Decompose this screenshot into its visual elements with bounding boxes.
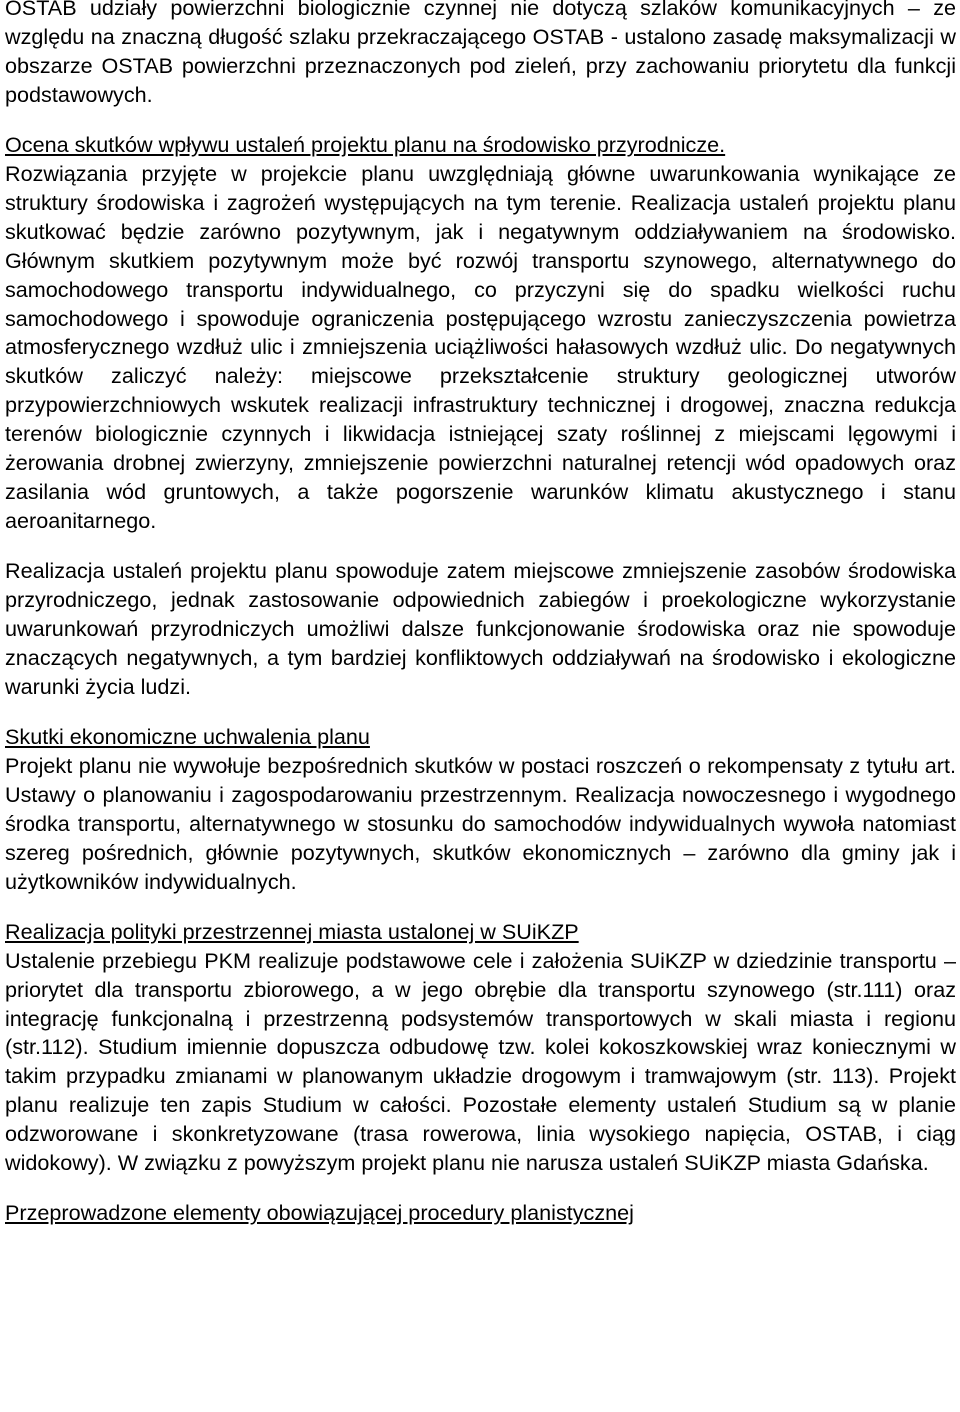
section-heading-environment: Ocena skutków wpływu ustaleń projektu planu na środowisko przyrodnicze. <box>5 131 726 157</box>
section-heading-economic: Skutki ekonomiczne uchwalenia planu <box>5 723 370 749</box>
section-heading-procedure: Przeprowadzone elementy obowiązującej procedury planistycznej <box>5 1200 634 1226</box>
economic-paragraph: Projekt planu nie wywołuje bezpośrednich skutków w postaci roszczeń o rekompensaty z tytułu art. Ustawy o planowaniu i zagospodarowaniu przestrzennym. Realizacja nowoczesnego i wygodnego środka transportu, alternatywnego w stosunku do samochodów indywidualnych wywoła natomiast szereg pośrednich, głównie pozytywnych, skutków ekonomicznych – zarówno dla gminy jak i użytkowników indywidualnych. <box>5 752 956 894</box>
environment-paragraph-2: Realizacja ustaleń projektu planu spowoduje zatem miejscowe zmniejszenie zasobów środowiska przyrodniczego, jednak zastosowanie odpowiednich zabiegów i proekologiczne wykorzystanie uwarunkowań przyrodniczych umożliwi dalsze funkcjonowanie środowiska oraz nie spowoduje znaczących negatywnych, a tym bardziej konfliktowych oddziaływań na środowisko i ekologiczne warunki życia ludzi. <box>5 558 956 699</box>
document-page <box>5 0 956 1228</box>
section-heading-policy: Realizacja polityki przestrzennej miasta ustalonej w SUiKZP <box>5 918 579 944</box>
intro-paragraph: OSTAB udziały powierzchni biologicznie czynnej nie dotyczą szlaków komunikacyjnych – ze względu na znaczną długość szlaku przekraczającego OSTAB - ustalono zasadę maksymalizacji w obszarze OSTAB powierzchni przeznaczonych pod zieleń, przy zachowaniu priorytetu dla funkcji podstawowych. <box>5 0 956 107</box>
environment-paragraph-1: Rozwiązania przyjęte w projekcie planu uwzględniają główne uwarunkowania wynikające ze struktury środowiska i zagrożeń występujących na tym terenie. Realizacja ustaleń projektu planu skutkować będzie zarówno pozytywnym, jak i negatywnym oddziaływaniem na środowisko. Głównym skutkiem pozytywnym może być rozwój transportu szynowego, alternatywnego do samochodowego transportu indywidualnego, co przyczyni się do spadku wielkości ruchu samochodowego i spowoduje ograniczenia postępującego wzrostu zanieczyszczenia powietrza atmosferycznego wzdłuż ulic i zmniejszenia uciążliwości hałasowych wzdłuż ulic. Do negatywnych skutków zaliczyć należy: miejscowe przekształcenie struktury geologicznej utworów przypowierzchniowych wskutek realizacji infrastruktury technicznej i drogowej, znaczna redukcja terenów biologicznie czynnych i likwidacja istniejącej szaty roślinnej z miejscami lęgowymi i żerowania drobnej zwierzyny, zmniejszenie powierzchni naturalnej retencji wód opadowych oraz zasilania wód gruntowych, a także pogorszenie warunków klimatu akustycznego i stanu aeroanitarnego. <box>5 160 956 534</box>
policy-paragraph: Ustalenie przebiegu PKM realizuje podstawowe cele i założenia SUiKZP w dziedzinie transportu – priorytet dla transportu zbiorowego, a w jego obrębie dla transportu szynowego (str.111) oraz integrację funkcjonalną i przestrzenną podsystemów transportowych w skali miasta i regionu (str.112). Studium imiennie dopuszcza odbudowę tzw. kolei kokoszkowskiej wraz koniecznymi w takim przypadku zmianami w planowanym układzie drogowym i tramwajowym (str. 113). Projekt planu realizuje ten zapis Studium w całości. Pozostałe elementy ustaleń Studium są w planie odzworowane i skonkretyzowane (trasa rowerowa, linia wysokiego napięcia, OSTAB, i ciąg widokowy). W związku z powyższym projekt planu nie narusza ustaleń SUiKZP miasta Gdańska. <box>5 947 956 1176</box>
